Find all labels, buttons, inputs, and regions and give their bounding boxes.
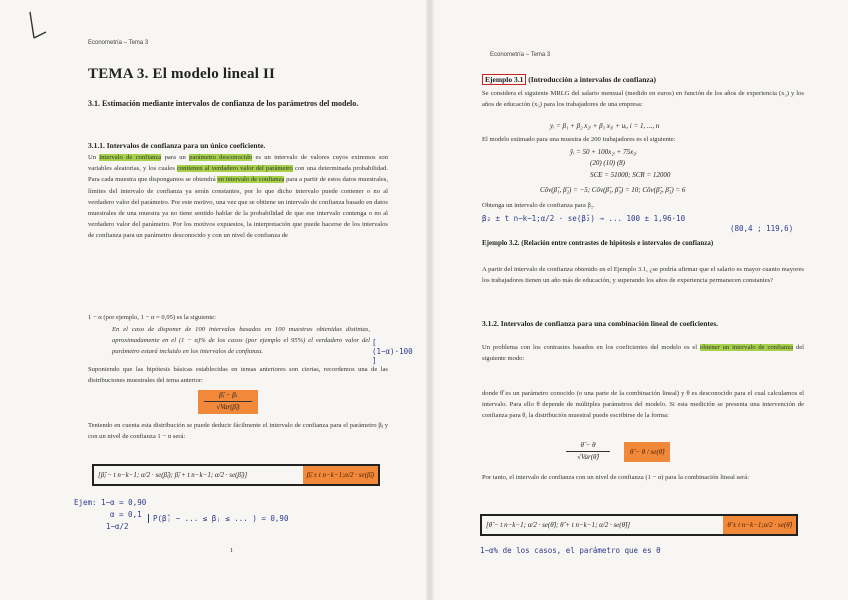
text-run: para a partir de estos datos muestrales, límites del intervalo de confianza ya serán constantes, por lo que dicho intervalo puede contener o no al verdadero valor del parámetro. Por este motivo, una vez que se obtiene un intervalo de confianza basado en datos muestrales de una muestra ya no tiene sentido hablar de la probabilidad de que ese intervalo contenga o no al verdadero valor del parámetro. Por los motivos expuestos, la interpretación que puede hacerse de los intervalos de confianza para un parámetro desconocido y con un nivel de confianza de xyxy=(88,176,388,240)
running-head: Econometría – Tema 3 xyxy=(490,52,551,58)
page-title: TEMA 3. El modelo lineal II xyxy=(88,66,276,82)
list-item: 1 − α (por ejemplo, 1 − α = 0,95) es la siguiente: xyxy=(88,314,216,321)
fraction-numerator: β̂ⱼ − βⱼ xyxy=(204,390,252,402)
paragraph: Obtenga un intervalo de confianza para β₂. xyxy=(482,202,595,209)
confidence-interval-box xyxy=(480,514,798,536)
paragraph: El modelo estimado para una muestra de 200 trabajadores es el siguiente: xyxy=(482,136,676,143)
highlight: intervalo de confianza xyxy=(99,154,162,161)
text-run: Un problema con los contrastes basados en los coeficientes del modelo es el xyxy=(482,344,698,351)
subsection-heading: 3.1.1. Intervalos de confianza para un único coeficiente. xyxy=(88,141,266,150)
highlight: un intervalo de confianza xyxy=(217,176,285,184)
paragraph: Por tanto, el intervalo de confianza con un nivel de confianza (1 − α) para la combinación lineal será: xyxy=(482,474,749,481)
example-title: (Introducción a intervalos de confianza) xyxy=(528,75,656,84)
paragraph: Suponiendo que las hipótesis básicas establecidas en temas anteriores son ciertas, recordemos una de las distribuciones muestrales del tema anterior: xyxy=(88,366,388,385)
estimated-equation: ŷᵢ = 50 + 100x₂ᵢ + 75x₃ᵢ xyxy=(570,148,637,156)
highlight: contienen al verdadero valor del parámetro xyxy=(176,165,293,173)
paragraph xyxy=(482,342,804,364)
left-page xyxy=(20,18,420,580)
right-page xyxy=(440,18,830,580)
handwritten-note: 1−α/2 xyxy=(106,522,129,531)
fraction-denominator: √Var(θ̂) xyxy=(577,453,599,461)
example-title: (Relación entre contrastes de hipótesis e intervalos de confianza) xyxy=(521,239,714,247)
subsection-heading: 3.1.2. Intervalos de confianza para una combinación lineal de coeficientes. xyxy=(482,319,719,328)
handwritten-note: P(β̂ⱼ − ... ≤ βⱼ ≤ ... ) = 0,90 xyxy=(148,514,288,523)
text-run: del siguiente modo: xyxy=(482,344,804,363)
handwritten-note: [ (1−α)·100 ] xyxy=(372,338,413,365)
distribution-fraction xyxy=(198,390,258,414)
interval-formula: [β̂ⱼ − t n−k−1; α/2 · se(β̂ⱼ); β̂ⱼ + t n−k−1; α/2 · se(β̂ⱼ)] xyxy=(98,471,248,479)
running-head: Econometría – Tema 3 xyxy=(88,40,149,46)
example-heading xyxy=(482,74,802,85)
text-run: Un xyxy=(88,154,97,161)
highlight: obtener un intervalo de confianza xyxy=(700,344,794,351)
handwritten-note: 1−α% de los casos, el parámetro que es θ xyxy=(480,546,661,555)
example-heading xyxy=(482,238,804,249)
section-heading: 3.1. Estimación mediante intervalos de confianza de los parámetros del modelo. xyxy=(88,99,359,108)
example-paragraph: Se considera el siguiente MRLG del salario mensual (medido en euros) en función de los años de experiencia (x₂) y los años de educación (x₃) para los trabajadores de una empresa: xyxy=(482,90,804,109)
handwritten-calculation: (80,4 ; 119,6) xyxy=(730,224,794,233)
example-label: Ejemplo 3.2. xyxy=(482,239,520,247)
interval-formula: [θ̂ − t n−k−1; α/2 · se(θ̂); θ̂ + t n−k−1; α/2 · se(θ̂)] xyxy=(486,521,631,529)
page-fold xyxy=(426,0,434,600)
handwritten-calculation: β₂ ± t n−k−1;α/2 · se(β̂₂) → ... 100 ± 1,96·10 xyxy=(482,214,686,223)
intro-paragraph xyxy=(88,152,388,312)
page-number: 1 xyxy=(230,548,233,554)
highlight: parámetro desconocido xyxy=(189,154,253,161)
sum-of-squares: SCE = 51000; SCR = 12000 xyxy=(590,171,671,179)
model-equation: yᵢ = β₁ + β₂ x₂ᵢ + β₃ x₃ᵢ + uᵢ, i = 1, ..., n xyxy=(550,122,660,130)
example-label: Ejemplo 3.1 xyxy=(482,74,526,85)
interval-short-form: β̂ⱼ ± t n−k−1;α/2 · se(β̂ⱼ) xyxy=(303,466,378,484)
text-run: para un xyxy=(164,154,186,161)
interval-short-form: θ̂ ± t n−k−1;α/2 · se(θ̂) xyxy=(723,516,796,534)
highlighted-fraction: θ̂ − θ / se(θ̂) xyxy=(624,442,670,462)
paragraph: Teniendo en cuenta esta distribución se puede deducir fácilmente el intervalo de confianza para el parámetro βⱼ y con un nivel de confianza 1 − α será: xyxy=(88,422,388,441)
text-run: con una determinada probabilidad. Para cada muestra que dispongamos se obtendrá xyxy=(88,165,388,184)
paragraph: A partir del intervalo de confianza obtenido en el Ejemplo 3.1, ¿se podría afirmar que el salario es mayor cuanto mayores los trabajadores tienen un año más de educación, y superando los años de experiencia permanecen constantes? xyxy=(482,266,804,285)
covariances: Côv(β̂₁, β̂₂) = −5; Côv(β̂₁, β̂₃) = 10; Côv(β̂₂, β̂₃) = 6 xyxy=(540,186,686,194)
standard-errors: (20) (10) (8) xyxy=(590,159,625,167)
handwritten-note: α = 0,1 xyxy=(110,510,142,519)
paragraph: donde θ̂ es un parámetro conocido (o una parte de la combinación lineal) y θ es desconocido para el cual calculamos el intervalo. Para ello θ depende de múltiples parámetros del modelo. Si esta medición se presenta una intervención de confianza para θ, la distribución muestral puede escribirse de la forma: xyxy=(482,390,804,420)
distribution-fraction xyxy=(560,440,616,463)
confidence-interval-box xyxy=(92,464,380,486)
bullet-text: En el caso de disponer de 100 intervalos basados en 100 muestras obtenidas distintas, aproximadamente en el (1 − α)% de los casos (por ejemplo el 95%) el verdadero valor del parámetro estará incluido en los intervalos de confianza. xyxy=(112,326,370,356)
fraction-denominator: √Var(β̂ⱼ) xyxy=(216,403,240,411)
text-run: es un intervalo de valores cuyos extremos son variables aleatorias, y los cuales xyxy=(88,154,389,173)
fraction-numerator: θ̂ − θ xyxy=(566,440,610,452)
handwritten-note: Ejem: 1−α = 0,90 xyxy=(74,498,147,507)
